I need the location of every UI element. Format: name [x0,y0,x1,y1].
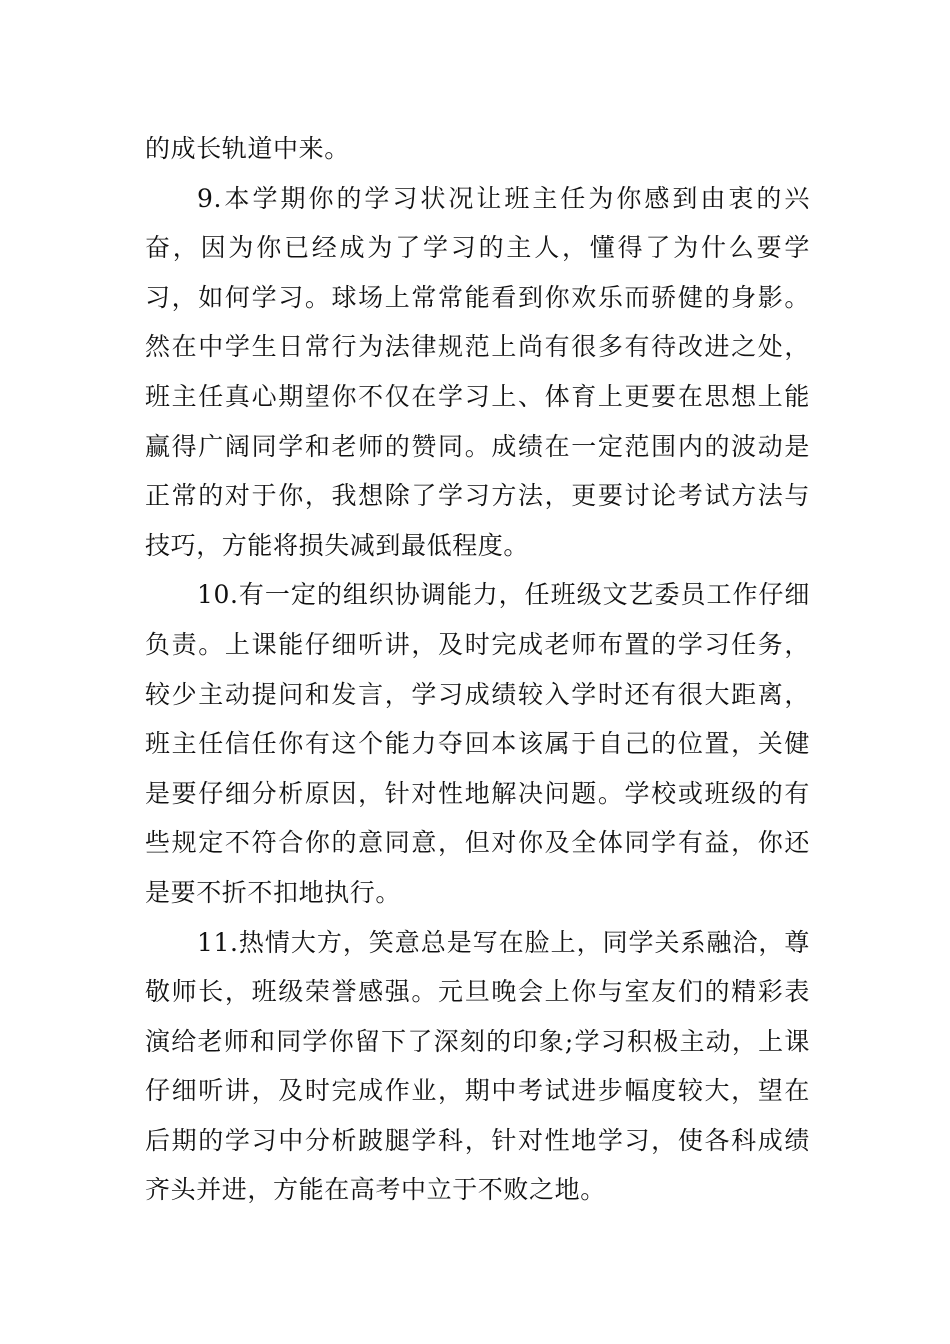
paragraph-item-11: 11.热情大方，笑意总是写在脸上，同学关系融洽，尊敬师长，班级荣誉感强。元旦晚会上你与室友们的精彩表演给老师和同学你留下了深刻的印象;学习积极主动，上课仔细听讲，及时完成作业，期中考试进步幅度较大，望在后期的学习中分析跛腿学科，针对性地学习，使各科成绩齐头并进，方能在高考中立于不败之地。 [145,927,810,1205]
paragraph-item-9: 9.本学期你的学习状况让班主任为你感到由衷的兴奋，因为你已经成为了学习的主人，懂得了为什么要学习，如何学习。球场上常常能看到你欢乐而骄健的身影。然在中学生日常行为法律规范上尚有很多有待改进之处，班主任真心期望你不仅在学习上、体育上更要在思想上能赢得广阔同学和老师的赞同。成绩在一定范围内的波动是正常的对于你，我想除了学习方法，更要讨论考试方法与技巧，方能将损失减到最低程度。 [145,183,810,560]
document-body [145,124,810,1215]
paragraph-item-10: 10.有一定的组织协调能力，任班级文艺委员工作仔细负责。上课能仔细听讲，及时完成老师布置的学习任务，较少主动提问和发言，学习成绩较入学时还有很大距离，班主任信任你有这个能力夺回本该属于自己的位置，关健是要仔细分析原因，针对性地解决问题。学校或班级的有些规定不符合你的意同意，但对你及全体同学有益，你还是要不折不扣地执行。 [145,580,810,907]
paragraph-continuation: 的成长轨道中来。 [145,134,350,163]
